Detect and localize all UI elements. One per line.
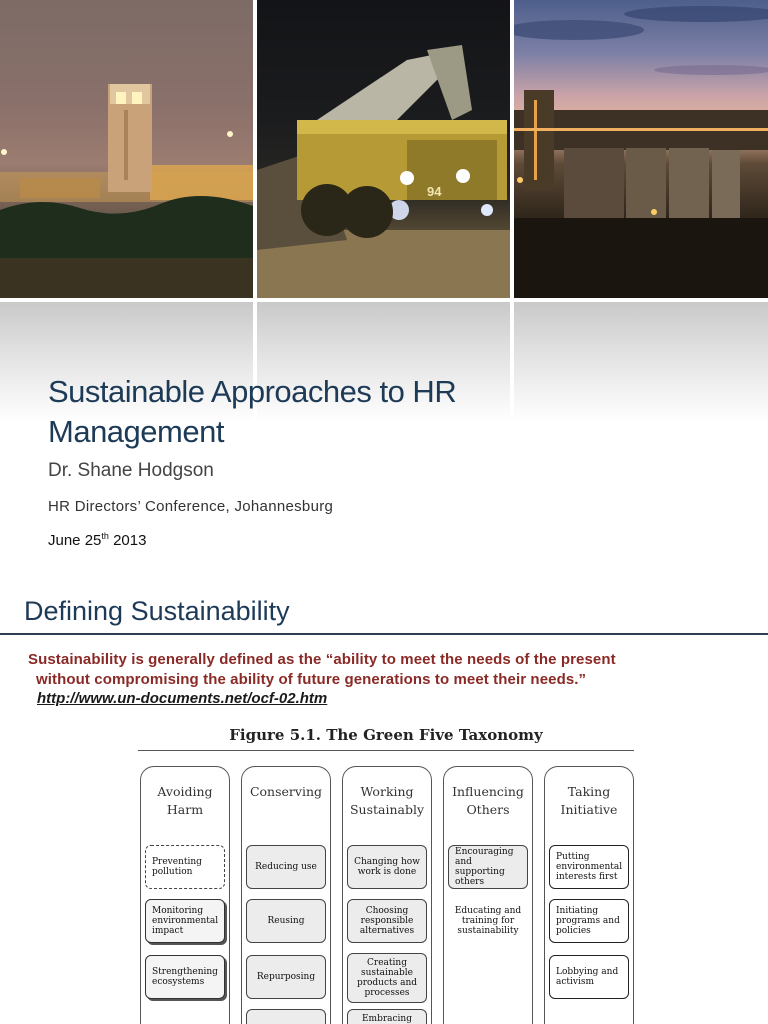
slide-title	[48, 372, 648, 452]
column-heading	[141, 783, 229, 819]
date-day: June 25	[48, 532, 102, 549]
mine-tower-photo	[0, 0, 253, 298]
taxonomy-column-conserving	[241, 766, 331, 1024]
haul-truck-illustration	[257, 0, 510, 298]
column-heading-line: Others	[466, 802, 510, 817]
taxonomy-item: Educating and training for sustainability	[454, 906, 522, 936]
title-divider	[0, 633, 768, 635]
slide-title: Defining Sustainability	[24, 596, 290, 626]
event-name: HR Directors’ Conference, Johannesburg	[48, 498, 334, 515]
taxonomy-item: Encouraging and supporting others	[448, 845, 528, 889]
taxonomy-item: Monitoring environmental impact	[145, 899, 225, 943]
presentation-date	[48, 531, 146, 549]
date-ordinal: th	[101, 531, 109, 541]
processing-plant-illustration	[514, 0, 768, 298]
taxonomy-item: Embracing	[347, 1009, 427, 1024]
sustainability-definition	[28, 650, 748, 690]
figure-caption: Figure 5.1. The Green Five Taxonomy	[229, 726, 543, 744]
slide-title-line: Sustainable Approaches to HR	[48, 374, 457, 409]
taxonomy-column-working-sustainably	[342, 766, 432, 1024]
taxonomy-item: Repurposing	[246, 955, 326, 999]
column-heading	[444, 783, 532, 819]
slide-title-line: Management	[48, 414, 224, 449]
definition-line: without compromising the ability of future generations to meet their needs.”	[36, 671, 587, 688]
column-heading-line: Influencing	[452, 784, 524, 799]
processing-plant-photo	[514, 0, 768, 298]
taxonomy-item: Strengthening ecosystems	[145, 955, 225, 999]
definition-slide	[0, 572, 768, 1024]
figure-rule	[138, 750, 634, 751]
haul-truck-photo	[257, 0, 510, 298]
column-heading-line: Sustainably	[349, 802, 425, 817]
source-link[interactable]: http://www.un-documents.net/ocf-02.htm	[37, 690, 328, 707]
mine-tower-illustration	[0, 0, 253, 298]
taxonomy-item: Choosing responsible alternatives	[347, 899, 427, 943]
column-heading	[343, 783, 431, 819]
column-heading-line: Working	[360, 784, 414, 799]
column-heading-line: Avoiding	[157, 784, 213, 799]
column-heading	[242, 783, 330, 801]
column-heading-line: Harm	[166, 802, 204, 817]
taxonomy-column-avoiding-harm	[140, 766, 230, 1024]
taxonomy-item: Creating sustainable products and processes	[347, 953, 427, 1003]
taxonomy-item: Initiating programs and policies	[549, 899, 629, 943]
taxonomy-item: Changing how work is done	[347, 845, 427, 889]
truck-number-label: 94	[427, 184, 442, 199]
taxonomy-item: Reducing use	[246, 845, 326, 889]
column-heading-line: Taking	[567, 784, 611, 799]
author-name: Dr. Shane Hodgson	[48, 460, 214, 481]
column-heading-line: Conserving	[249, 784, 323, 799]
taxonomy-item-partial	[246, 1009, 326, 1024]
column-heading	[545, 783, 633, 819]
taxonomy-item: Putting environmental interests first	[549, 845, 629, 889]
green-five-taxonomy-figure	[138, 722, 634, 1024]
taxonomy-item: Lobbying and activism	[549, 955, 629, 999]
taxonomy-column-taking-initiative	[544, 766, 634, 1024]
taxonomy-column-influencing-others	[443, 766, 533, 1024]
column-heading-line: Initiative	[560, 802, 618, 817]
taxonomy-item: Preventing pollution	[145, 845, 225, 889]
taxonomy-item: Reusing	[246, 899, 326, 943]
definition-line: Sustainability is generally defined as the “ability to meet the needs of the present	[28, 651, 616, 668]
date-year: 2013	[108, 532, 147, 549]
